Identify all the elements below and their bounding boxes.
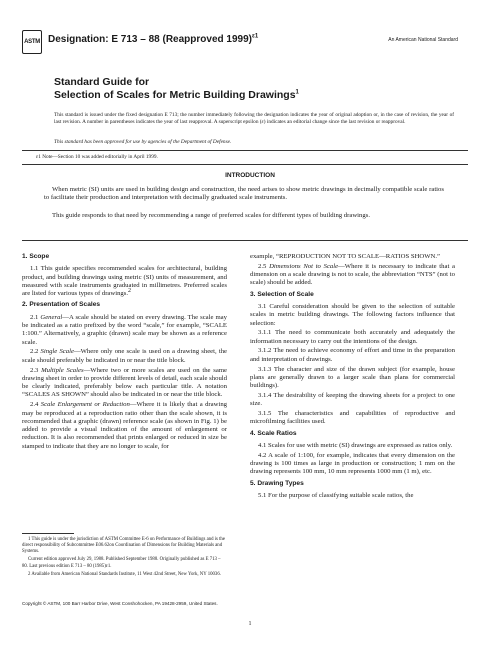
footnote: 2 Available from American National Standards Institute, 11 West 42nd Street, New York, NY 10036. (28, 571, 221, 577)
title-line-1: Standard Guide for (54, 76, 150, 88)
left-column (22, 253, 227, 453)
footnotes (22, 537, 227, 580)
standard-note: This standard is issued under the fixed designation E 713; the number immediately following the designation indicates the year of original adoption or, in the case of revision, the year of last revision. A number in parentheses indicates the year of last reapproval. A superscript epsilon (ε) indicates an editorial change since the last revision or reapproval. (54, 112, 454, 126)
section-heading: 3. Selection of Scale (250, 290, 314, 298)
paragraph: 2.4 Scale Enlargement or Reduction—Where it is likely that a drawing may be reproduced at a reproduction ratio other than the scale shown, it is recommended that a graphic (drawn) reference scale (as shown in Fig. 1) be added to provide a visual indication of the amount of enlargement or reduction. It is also recommended that prints enlarged or reduced in size be stamped to indicate that they are no longer to scale, for (22, 401, 228, 450)
approved-note: This standard has been approved for use by agencies of the Department of Defense. (54, 139, 232, 145)
right-column (250, 253, 455, 502)
footnote: Current edition approved July 29, 1988. Published September 1988. Originally published as E 713 – 80. Last previous edition E 713 – 80 (1985)ε1. (22, 557, 221, 569)
copyright: Copyright © ASTM, 100 Barr Harbor Drive, West Conshohocken, PA 19428-2959, United States. (22, 601, 218, 606)
paragraph: 2.5 Dimensions Not to Scale—Where it is necessary to indicate that a dimension on a scale drawing is not to scale, the abbreviation “NTS” (not to scale) should be added. (250, 262, 455, 287)
paragraph: example, “REPRODUCTION NOT TO SCALE—RATIOS SHOWN.” (250, 253, 441, 260)
section-heading: 4. Scale Ratios (250, 429, 297, 437)
introduction-heading: INTRODUCTION (225, 172, 275, 179)
footnote: 1 This guide is under the jurisdiction of ASTM Committee E-6 on Performance of Buildings and is the direct responsibility of Subcommittee E06.62on Coordination of Dimensions for Building Materials and Systems. (22, 537, 225, 555)
section-heading: 5. Drawing Types (250, 479, 304, 487)
paragraph: 4.2 A scale of 1:100, for example, indicates that every dimension on the drawing is 100 times as large in production or construction; 1 mm on the drawing represents 100 mm, 10 mm represents 1000 mm (1 m), etc. (250, 451, 455, 476)
paragraph: 3.1.5 The characteristics and capabilities of reproductive and microfilming facilities used. (250, 410, 455, 426)
designation: Designation: E 713 – 88 (Reapproved 1999)$^{\varepsilon 1}$ (48, 33, 259, 45)
divider (22, 164, 468, 165)
introduction-paragraph-1: When metric (SI) units are used in building design and construction, the need arises to show metric drawings in decimally compatible scale ratios to facilitate their production and interpretation with decimally graduated scale instruments. (44, 186, 444, 202)
paragraph: 4.1 Scales for use with metric (SI) drawings are expressed as ratios only. (258, 441, 453, 449)
paragraph: 3.1.4 The desirability of keeping the drawing sheets for a project to one size. (250, 391, 455, 408)
paragraph: 2.2 Single Scale—Where only one scale is used on a drawing sheet, the scale should preferably be indicated in or near the title block. (22, 348, 228, 364)
divider (22, 150, 468, 151)
national-standard-label: An American National Standard (388, 37, 458, 43)
footnote-divider (22, 533, 74, 534)
paragraph: 2.1 General—A scale should be stated on every drawing. The scale may be indicated as a ratio prefixed by the word “scale,” for example, “SCALE 1:100.” Alternatively, a graphic (drawn) scale may be shown as a reference scale. (22, 313, 227, 346)
epsilon-note: ε1 Note—Section 10 was added editorially in April 1999. (36, 154, 158, 160)
paragraph: 3.1.2 The need to achieve economy of effort and time in the preparation and interpretation of drawings. (250, 347, 455, 363)
paragraph: 3.1.3 The character and size of the drawn subject (for example, house plans are generally drawn to a larger scale than plans for commercial buildings). (250, 365, 455, 390)
paragraph: 5.1 For the purpose of classifying suitable scale ratios, the (258, 491, 414, 499)
section-heading: 1. Scope (22, 253, 50, 260)
page-number: 1 (248, 621, 252, 627)
paragraph: 1.1 This guide specifies recommended scales for architectural, building product, and building drawings using metric (SI) units of measurement, and measured with scale instruments graduated in millimetres. Preferred scales are listed for various types of drawings.2 (22, 265, 227, 298)
paragraph: 2.3 Multiple Scales—Where two or more scales are used on the same drawing sheet in order to provide different levels of detail, each scale should be clearly indicated, preferably below each particular title. A notation “SCALES AS SHOWN” should also be indicated in or near the title block. (22, 366, 227, 399)
astm-logo: ASTM (22, 30, 42, 54)
page-title: Selection of Scales for Metric Building Drawings$^1$ (54, 89, 299, 101)
paragraph: 3.1 Careful consideration should be given to the selection of suitable scales in metric building drawings. The following factors influence that selection: (250, 302, 455, 327)
paragraph: 3.1.1 The need to communicate both accurately and adequately the information necessary to carry out the intentions of the design. (250, 329, 455, 345)
introduction-paragraph-2: This guide responds to that need by recommending a range of preferred scales for different types of building drawings. (52, 212, 370, 219)
divider (22, 240, 468, 241)
section-heading: 2. Presentation of Scales (22, 301, 101, 309)
